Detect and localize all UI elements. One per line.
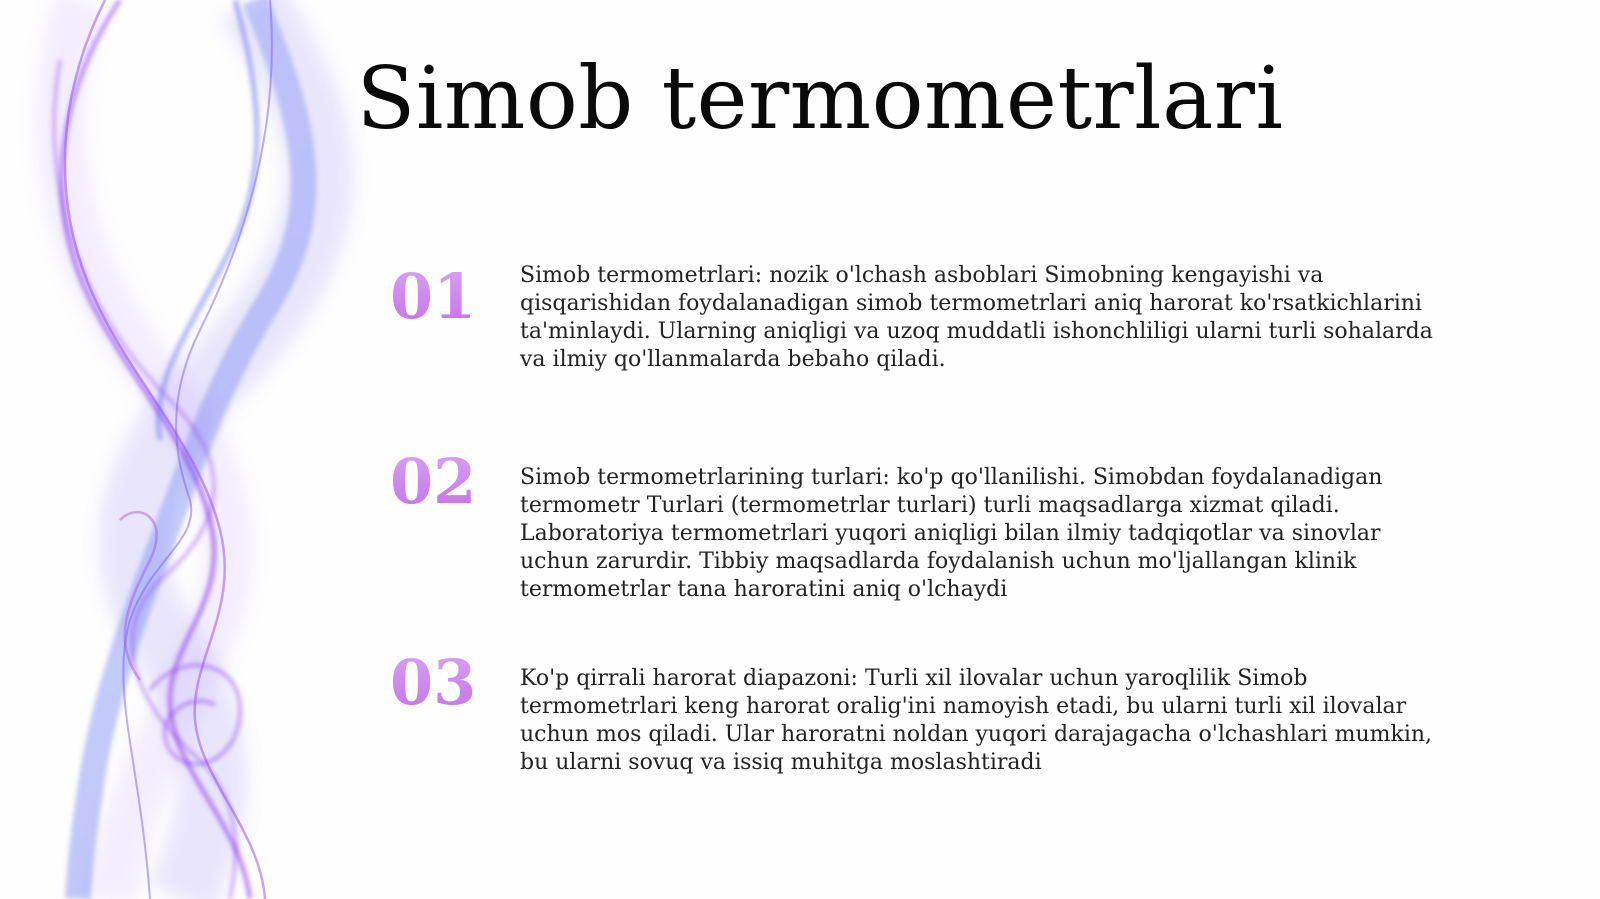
item-text: Simob termometrlari: nozik o'lchash asboblari Simobning kengayishi va qisqarishidan foydalanadigan simob termometrlari aniq harorat ko'rsatkichlarini ta'minlaydi. Ularning aniqligi va uzoq muddatli ishonchliligi ularni turli sohalarda va ilmiy qo'llanmalarda bebaho qiladi. <box>520 263 1433 372</box>
item-number: 01 <box>390 262 490 332</box>
item-text: Simob termometrlarining turlari: ko'p qo'llanilishi. Simobdan foydalanadigan termometr Turlari (termometrlar turlari) turli maqsadlarga xizmat qiladi. Laboratoriya termometrlari yuqori aniqligi bilan ilmiy tadqiqotlar va sinovlar uchun zarurdir. Tibbiy maqsadlarda foydalanish uchun mo'ljallangan klinik termometrlar tana haroratini aniq o'lchaydi <box>520 465 1383 602</box>
slide-title: Simob termometrlari <box>356 49 1284 149</box>
item-number: 02 <box>390 447 490 517</box>
item-text: Ko'p qirrali harorat diapazoni: Turli xil ilovalar uchun yaroqlilik Simob termometrlari keng harorat oralig'ini namoyish etadi, bu ularni turli xil ilovalar uchun mos qiladi. Ular haroratni noldan yuqori darajagacha o'lchashlari mumkin, bu ularni sovuq va issiq muhitga moslashtiradi <box>520 666 1433 775</box>
item-number: 03 <box>390 648 490 718</box>
